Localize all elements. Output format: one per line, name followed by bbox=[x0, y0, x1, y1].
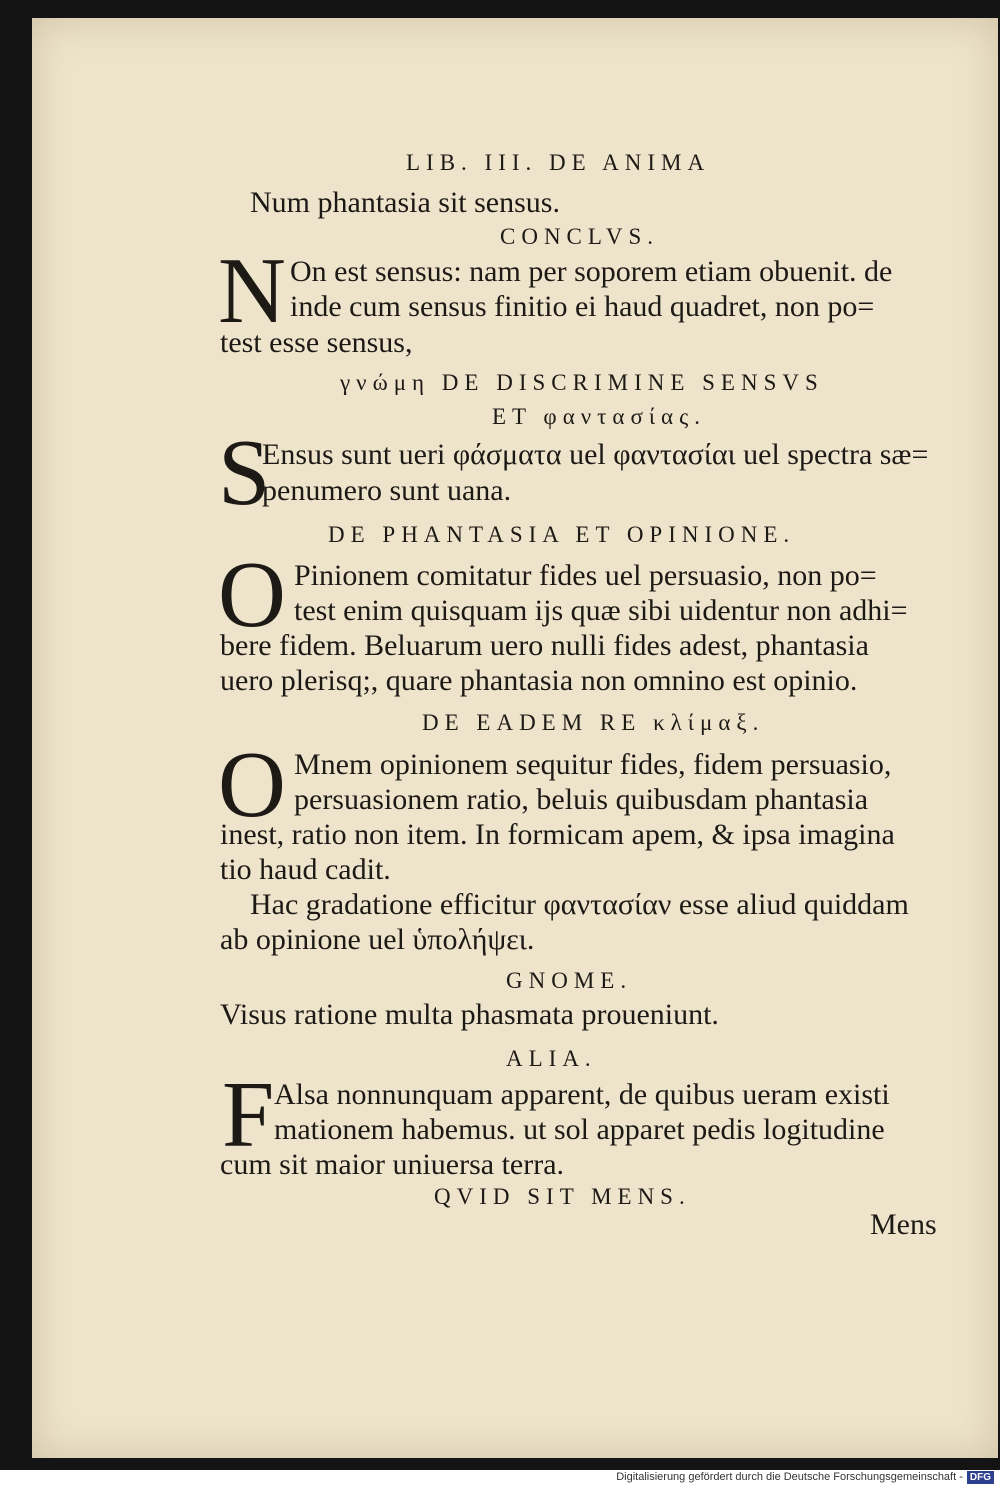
heading: ALIA. bbox=[506, 1046, 597, 1071]
drop-cap: N bbox=[218, 239, 286, 343]
text-line: persuasionem ratio, beluis quibusdam phantasia bbox=[294, 783, 869, 816]
heading: γνώμη DE DISCRIMINE SENSVS bbox=[340, 370, 824, 395]
catchword: Mens bbox=[870, 1208, 937, 1241]
drop-cap: S bbox=[218, 421, 271, 525]
text-line: test enim quisquam ijs quæ sibi uidentur non adhi= bbox=[294, 594, 908, 627]
heading: ET φαντασίας. bbox=[492, 404, 706, 429]
text-line: Alsa nonnunquam apparent, de quibus ueram existi bbox=[274, 1078, 890, 1111]
text-line: cum sit maior uniuersa terra. bbox=[220, 1148, 565, 1181]
drop-cap: O bbox=[218, 543, 286, 647]
dfg-logo-icon: DFG bbox=[967, 1471, 994, 1484]
heading: GNOME. bbox=[506, 968, 633, 993]
section-title: Num phantasia sit sensus. bbox=[250, 186, 560, 219]
text-line: Pinionem comitatur fides uel persuasio, non po= bbox=[294, 559, 877, 592]
digitization-credit bbox=[616, 1468, 994, 1487]
heading: QVID SIT MENS. bbox=[434, 1184, 691, 1209]
subheading: CONCLVS. bbox=[500, 224, 659, 249]
text-line: uero plerisq;, quare phantasia non omnino est opinio. bbox=[220, 664, 858, 697]
text-line: test esse sensus, bbox=[220, 326, 413, 359]
text-line: On est sensus: nam per soporem etiam obuenit. de bbox=[290, 255, 893, 288]
heading: DE EADEM RE κλίμαξ. bbox=[422, 710, 765, 735]
text-line: Hac gradatione efficitur φαντασίαν esse aliud quiddam bbox=[250, 888, 909, 921]
text-line: mationem habemus. ut sol apparet pedis logitudine bbox=[274, 1113, 885, 1146]
text-line: inest, ratio non item. In formicam apem, & ipsa imagina bbox=[220, 818, 895, 851]
text-line: bere fidem. Beluarum uero nulli fides adest, phantasia bbox=[220, 629, 869, 662]
text-line: inde cum sensus finitio ei haud quadret, non po= bbox=[290, 290, 875, 323]
running-head: LIB. III. DE ANIMA bbox=[406, 150, 711, 175]
text-line: tio haud cadit. bbox=[220, 853, 391, 886]
text-line: Ensus sunt ueri φάσματα uel φαντασίαι uel spectra sæ= bbox=[262, 438, 929, 471]
credit-text: Digitalisierung gefördert durch die Deutsche Forschungsgemeinschaft - bbox=[616, 1471, 963, 1483]
drop-cap: F bbox=[222, 1063, 275, 1167]
text-line: Visus ratione multa phasmata proueniunt. bbox=[220, 998, 719, 1031]
book-page bbox=[32, 18, 998, 1458]
heading: DE PHANTASIA ET OPINIONE. bbox=[328, 522, 796, 547]
text-line: ab opinione uel ὑπολήψει. bbox=[220, 923, 535, 956]
text-line: Mnem opinionem sequitur fides, fidem persuasio, bbox=[294, 748, 892, 781]
drop-cap: O bbox=[218, 733, 286, 837]
text-line: penumero sunt uana. bbox=[262, 474, 512, 507]
